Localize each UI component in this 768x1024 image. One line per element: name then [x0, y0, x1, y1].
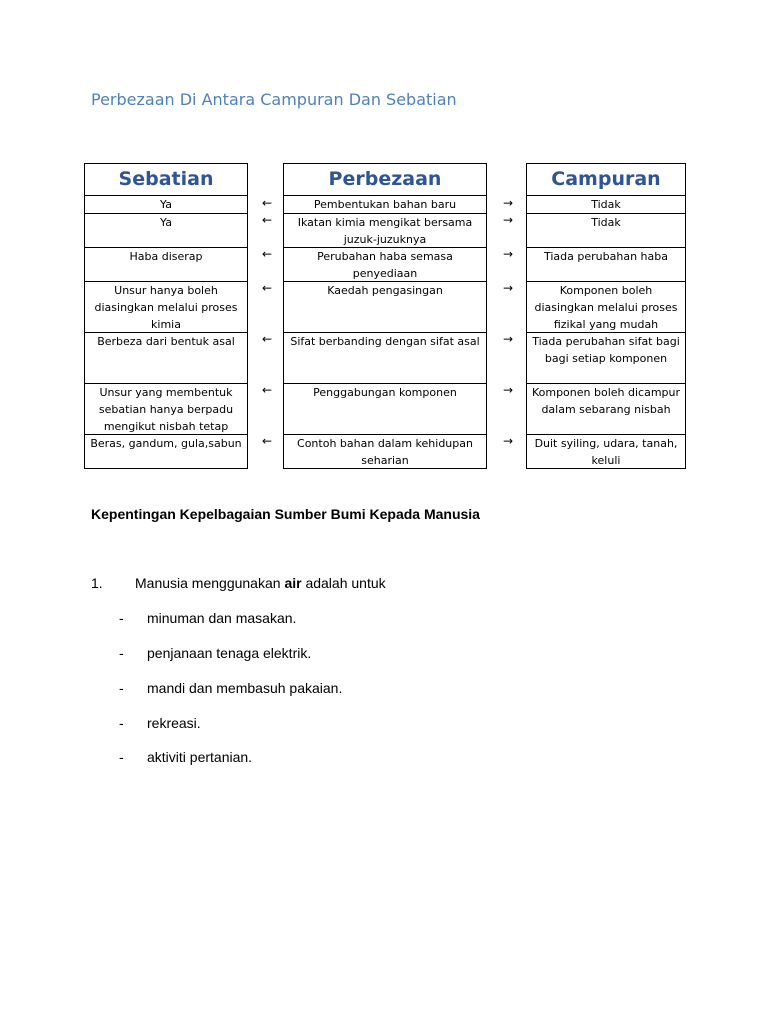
intro-prefix: Manusia menggunakan [135, 575, 285, 591]
table-cell: Perubahan haba semasa penyediaan [284, 247, 486, 281]
bullet-marker: - [119, 680, 124, 696]
right-arrow-icon: → [502, 281, 514, 295]
left-arrow-icon: ← [261, 281, 273, 295]
right-arrow-icon: → [502, 434, 514, 448]
right-arrow-icon: → [502, 247, 514, 261]
perbezaan-column [283, 163, 487, 469]
right-arrow-icon: → [502, 383, 514, 397]
intro-bold: air [284, 575, 302, 591]
sebatian-column [84, 163, 248, 469]
bullet-marker: - [119, 749, 124, 765]
list-item-intro [135, 575, 386, 591]
table-cell: Duit syiling, udara, tanah, keluli [527, 434, 685, 468]
campuran-column [526, 163, 686, 469]
left-arrow-icon: ← [261, 196, 273, 210]
table-cell: Ikatan kimia mengikat bersama juzuk-juzuknya [284, 213, 486, 247]
bullet-item: aktiviti pertanian. [147, 749, 253, 765]
page-title: Perbezaan Di Antara Campuran Dan Sebatian [91, 90, 457, 109]
right-arrow-icon: → [502, 332, 514, 346]
table-cell: Contoh bahan dalam kehidupan seharian [284, 434, 486, 468]
table-cell: Komponen boleh diasingkan melalui proses fizikal yang mudah [527, 281, 685, 332]
left-arrow-icon: ← [261, 332, 273, 346]
table-cell: Tidak [591, 198, 621, 211]
table-cell: Sifat berbanding dengan sifat asal [284, 332, 486, 383]
table-cell: Ya [160, 198, 172, 211]
left-arrow-icon: ← [261, 247, 273, 261]
list-number: 1. [91, 575, 103, 591]
table-cell: Kaedah pengasingan [284, 281, 486, 332]
table-cell: Tiada perubahan sifat bagi bagi setiap komponen [527, 332, 685, 383]
table-cell: Pembentukan bahan baru [313, 198, 457, 211]
table-cell: Haba diserap [85, 247, 247, 281]
right-arrow-icon: → [502, 196, 514, 210]
bullet-marker: - [119, 645, 124, 661]
table-cell: Beras, gandum, gula,sabun [85, 434, 247, 468]
bullet-item: rekreasi. [147, 715, 201, 731]
intro-suffix: adalah untuk [301, 575, 386, 591]
table-cell: Ya [85, 213, 247, 247]
table-cell: Unsur hanya boleh diasingkan melalui proses kimia [85, 281, 247, 332]
table-cell: Tidak [527, 213, 685, 247]
bullet-marker: - [119, 610, 124, 626]
table-cell: Tiada perubahan haba [527, 247, 685, 281]
table-cell: Unsur yang membentuk sebatian hanya berpadu mengikut nisbah tetap [85, 383, 247, 434]
bullet-marker: - [119, 715, 124, 731]
sebatian-header: Sebatian [85, 164, 247, 196]
campuran-header: Campuran [527, 164, 685, 196]
bullet-item: minuman dan masakan. [147, 610, 297, 626]
left-arrow-icon: ← [261, 213, 273, 227]
table-cell: Komponen boleh dicampur dalam sebarang nisbah [527, 383, 685, 434]
table-cell: Penggabungan komponen [284, 383, 486, 434]
right-arrow-icon: → [502, 213, 514, 227]
left-arrow-icon: ← [261, 434, 273, 448]
bullet-item: mandi dan membasuh pakaian. [147, 680, 343, 696]
bullet-item: penjanaan tenaga elektrik. [147, 645, 312, 661]
perbezaan-header: Perbezaan [284, 164, 486, 196]
left-arrow-icon: ← [261, 383, 273, 397]
table-cell: Berbeza dari bentuk asal [85, 332, 247, 383]
section-heading: Kepentingan Kepelbagaian Sumber Bumi Kepada Manusia [91, 506, 480, 522]
